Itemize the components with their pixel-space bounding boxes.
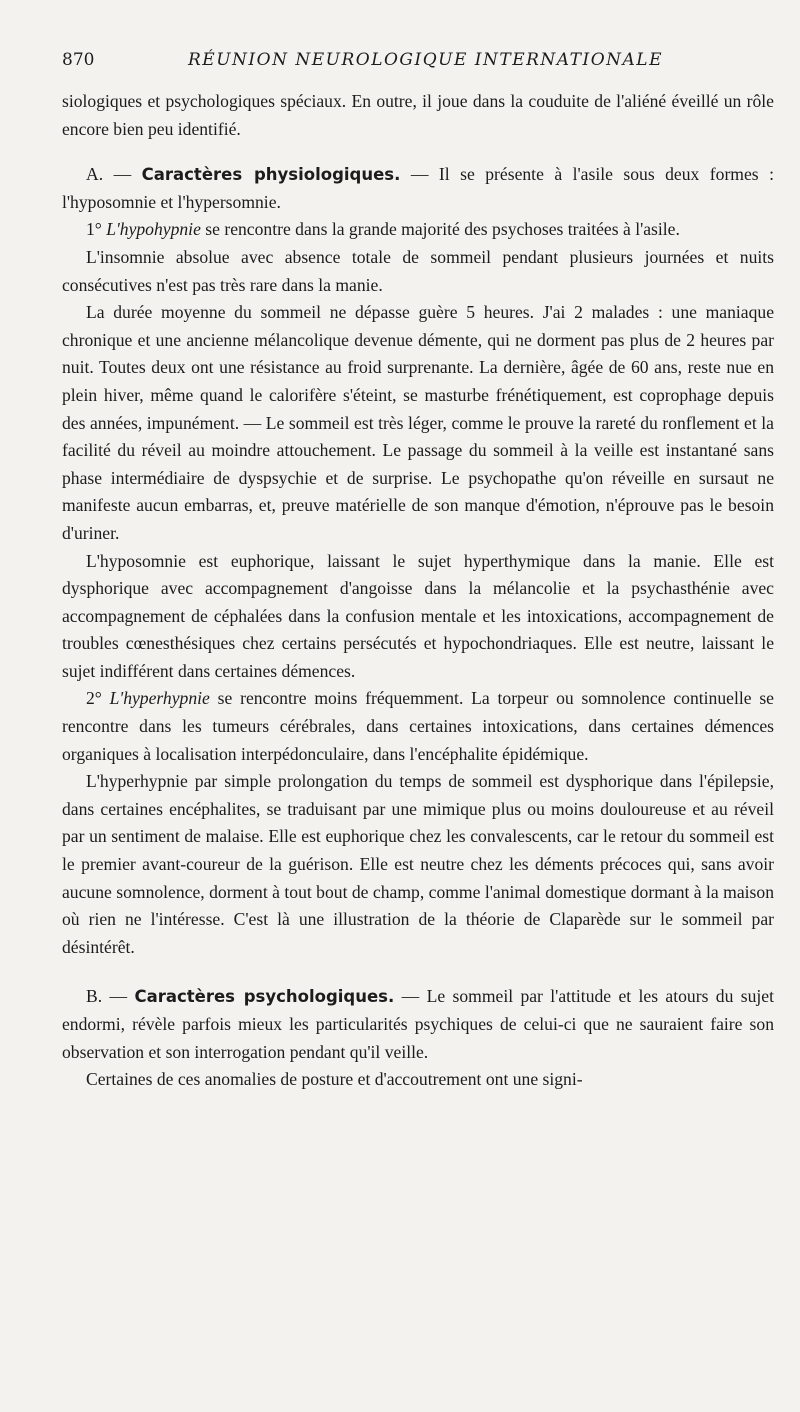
paragraph-prolongation: L'hyperhypnie par simple prolongation du temps de sommeil est dysphorique dans l'épilepsie, dans certaines encéphalites, se traduisant par une mimique plus ou moins douloureuse et au réveil par un sentiment de malaise. Elle est euphorique chez les convalescents, car le retour du sommeil est le premier avant-coureur de la guérison. Elle est neutre chez les déments précoces qui, sans avoir aucune somnolence, dorment à tout bout de champ, comme l'animal domestique dormant à la maison où rien ne l'intéresse. C'est là une illustration de la théorie de Claparède sur le sommeil par désintérêt.	[62, 771, 774, 957]
section-b-text: — Le sommeil par l'attitude et les atours du sujet endormi, révèle parfois mieux les particularités psychiques de celui-ci que ne sauraient faire son observation et son interrogation pendant qu'il veille.	[62, 986, 774, 1062]
section-a-label: A. —	[86, 164, 142, 185]
running-title: RÉUNION NEUROLOGIQUE INTERNATIONALE	[188, 50, 663, 70]
section-a-title: Caractères physiologiques.	[141, 165, 401, 185]
item-number-1: 1°	[86, 219, 107, 240]
paragraph-hypohypnie	[62, 216, 774, 244]
page-number: 870	[62, 50, 95, 70]
paragraph-hyposomnie: L'hyposomnie est euphorique, laissant le sujet hyperthymique dans la manie. Elle est dysphorique avec accompagnement d'angoisse dans la mélancolie et la psychasthénie avec accompagnement de céphalées dans la confusion mentale et les intoxications, accompagnement de troubles cœnesthésiques chez certains persécutés et hypochondriaques. Elle est neutre, laissant le sujet indifférent dans certaines démences.	[62, 550, 774, 681]
paragraph-duree: La durée moyenne du sommeil ne dépasse guère 5 heures. J'ai 2 malades : une maniaque chronique et une ancienne mélancolique devenue démente, qui ne dorment pas plus de 2 heures par nuit. Toutes deux ont une résistance au froid surprenante. La dernière, âgée de 60 ans, reste nue en plein hiver, même quand le calorifère s'éteint, se masturbe frénétiquement, est coprophage depuis des années, impunément. — Le sommeil est très léger, comme le prouve la rareté du ronflement et la facilité du réveil au moindre attouchement. Le passage du sommeil à la veille est instantané sans phase intermédiaire de dyspsychie et de surprise. Le psychopathe qu'on réveille en sursaut ne manifeste aucun embarras, et, preuve matérielle de son manque d'émotion, n'éprouve pas le besoin d'uriner.	[62, 302, 774, 543]
paragraph-insomnie: L'insomnie absolue avec absence totale de sommeil pendant plusieurs journées et nuits consécutives n'est pas très rare dans la manie.	[62, 246, 774, 295]
section-b-label: B. —	[86, 986, 135, 1007]
body-text	[62, 88, 774, 1094]
section-a-heading	[62, 161, 774, 216]
item-number-2: 2°	[86, 688, 110, 709]
section-b-title: Caractères psychologiques.	[134, 987, 395, 1007]
paragraph-hyperhypnie	[62, 685, 774, 768]
paragraph-1: siologiques et psychologiques spéciaux. En outre, il joue dans la couduite de l'aliéné éveillé un rôle encore bien peu identifié.	[62, 91, 774, 139]
hyperhypnie-text: se rencontre moins fréquemment. La torpeur ou somnolence continuelle se rencontre dans les tumeurs cérébrales, dans certaines intoxications, dans certaines démences organiques à localisation interpédonculaire, dans l'encéphalite épidémique.	[62, 688, 774, 764]
term-hyperhypnie: L'hyperhypnie	[109, 688, 210, 709]
section-b-heading	[62, 983, 774, 1066]
term-hypohypnie: L'hypohypnie	[106, 219, 201, 240]
page-header	[62, 50, 762, 80]
paragraph-anomalies: Certaines de ces anomalies de posture et d'accoutrement ont une signi-	[86, 1069, 583, 1090]
section-a-text: — Il se présente à l'asile sous deux formes : l'hyposomnie et l'hypersomnie.	[62, 164, 775, 212]
hypohypnie-text: se rencontre dans la grande majorité des psychoses traitées à l'asile.	[200, 219, 680, 240]
